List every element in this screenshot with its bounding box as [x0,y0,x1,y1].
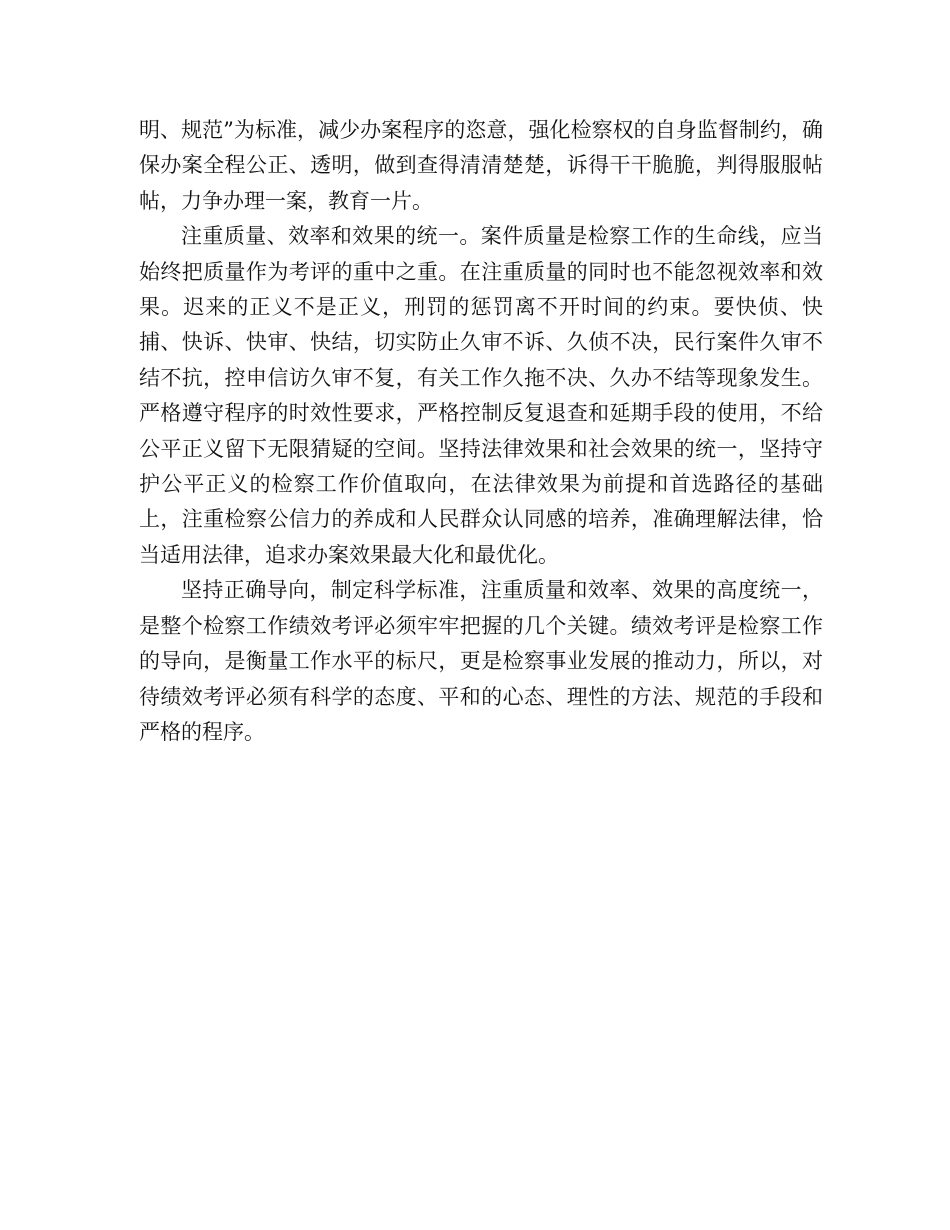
paragraph-continuation: 明、规范”为标准，减少办案程序的恣意，强化检察权的自身监督制约，确保办案全程公正、透明，做到查得清清楚楚，诉得干干脆脆，判得服服帖帖，力争办理一案，教育一片。 [139,118,823,213]
paragraph-quality-efficiency: 注重质量、效率和效果的统一。案件质量是检察工作的生命线，应当始终把质量作为考评的重中之重。在注重质量的同时也不能忽视效率和效果。迟来的正义不是正义，刑罚的惩罚离不开时间的约束。要快侦、快捕、快诉、快审、快结，切实防止久审不诉、久侦不决，民行案件久审不结不抗，控申信访久审不复，有关工作久拖不决、久办不结等现象发生。严格遵守程序的时效性要求，严格控制反复退查和延期手段的使用，不给公平正义留下无限猜疑的空间。坚持法律效果和社会效果的统一，坚持守护公平正义的检察工作价值取向，在法律效果为前提和首选路径的基础上，注重检察公信力的养成和人民群众认同感的培养，准确理解法律，恰当适用法律，追求办案效果最大化和最优化。 [139,224,823,567]
document-body [139,113,823,750]
paragraph-conclusion: 坚持正确导向，制定科学标准，注重质量和效率、效果的高度统一，是整个检察工作绩效考评必须牢牢把握的几个关键。绩效考评是检察工作的导向，是衡量工作水平的标尺，更是检察事业发展的推动力，所以，对待绩效考评必须有科学的态度、平和的心态、理性的方法、规范的手段和严格的程序。 [139,578,823,744]
